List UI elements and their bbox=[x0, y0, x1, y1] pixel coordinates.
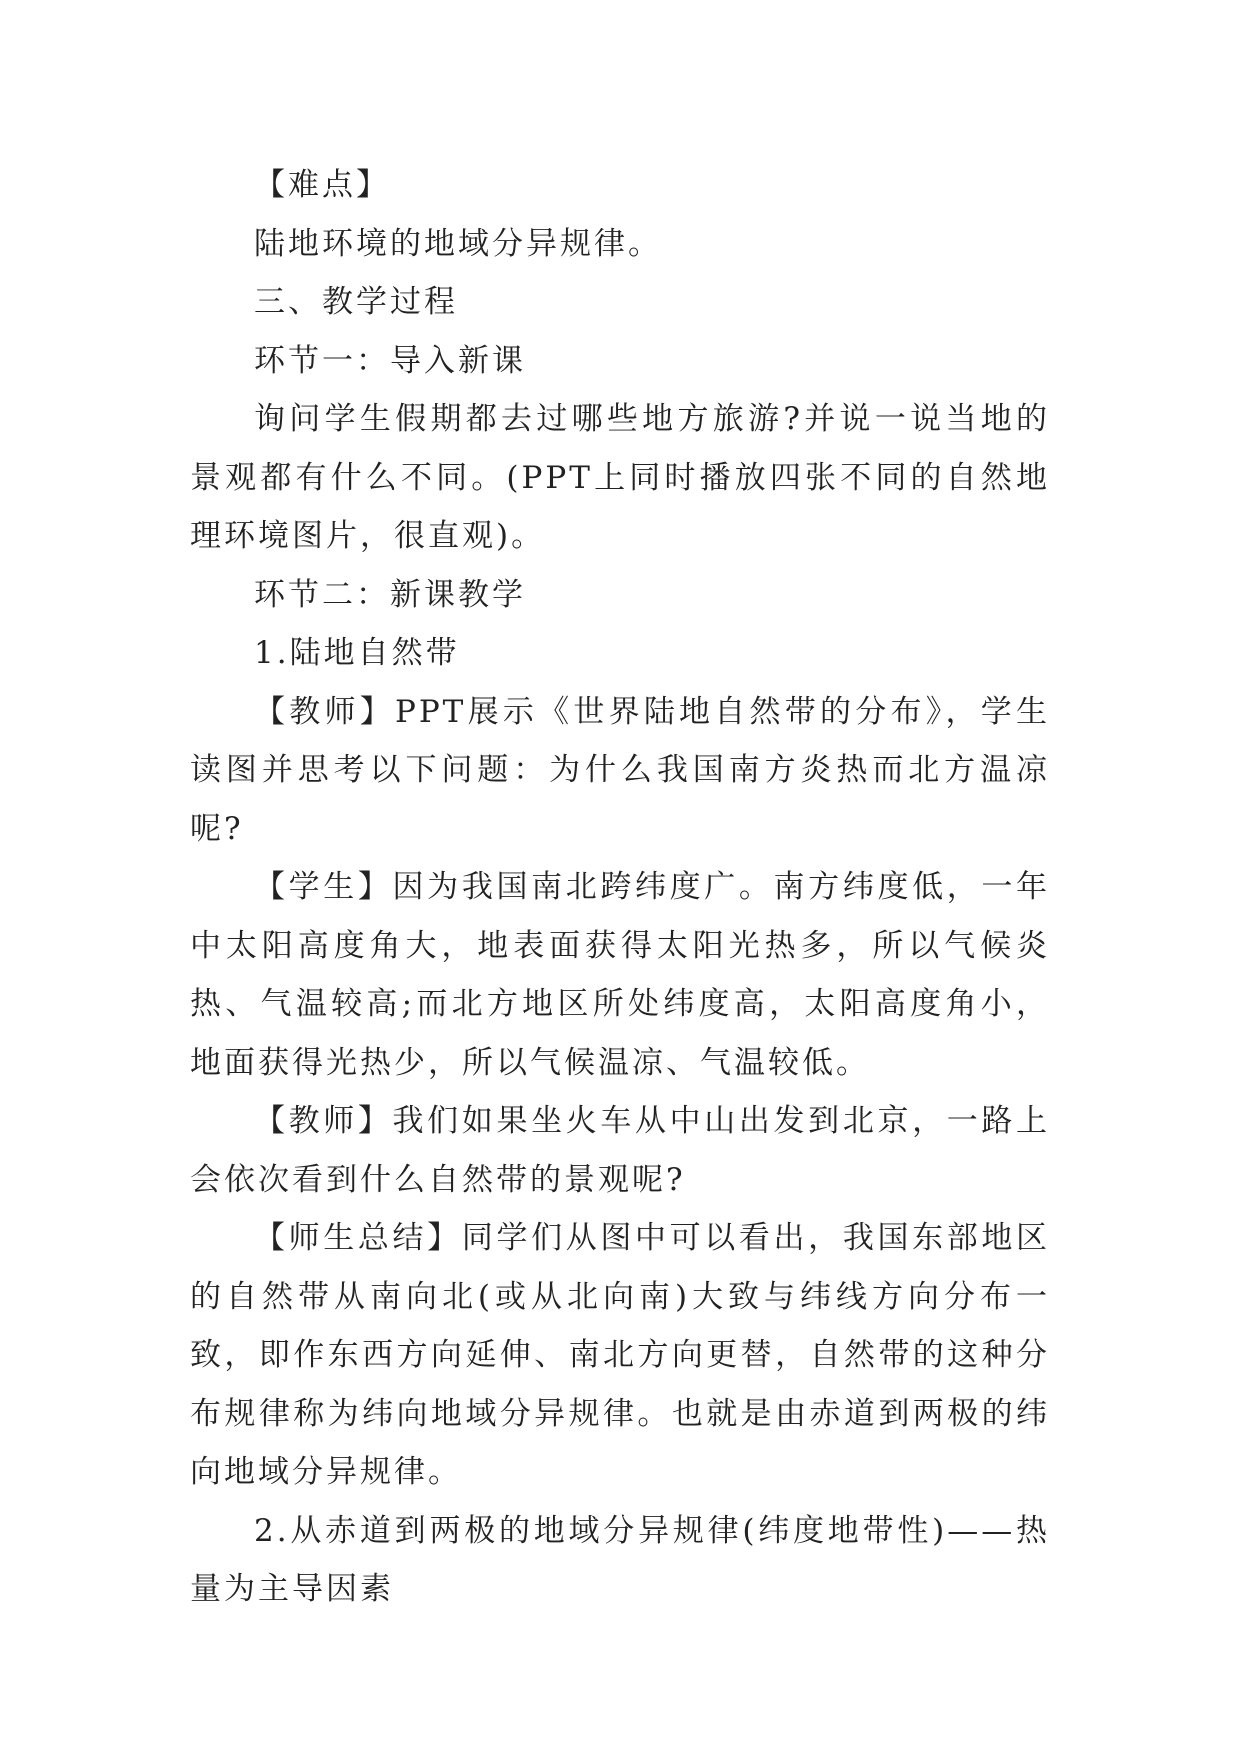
subheading-natural-zones: 1.陆地自然带 bbox=[254, 635, 460, 671]
heading-difficulty: 【难点】 bbox=[254, 167, 390, 203]
section-heading-teaching-process: 三、教学过程 bbox=[254, 284, 458, 320]
step-heading-new-lesson: 环节二：新课教学 bbox=[254, 576, 526, 613]
paragraph-student-answer: 【学生】因为我国南北跨纬度广。南方纬度低，一年中太阳高度角大，地表面获得太阳光热多，所以气候炎热、气温较高;而北方地区所处纬度高，太阳高度角小，地面获得光热少，所以气候温凉、气温较低。 bbox=[190, 869, 1050, 1081]
paragraph-difficulty-text: 陆地环境的地域分异规律。 bbox=[254, 225, 662, 262]
document-body bbox=[190, 156, 1050, 1619]
paragraph-teacher-train-question: 【教师】我们如果坐火车从中山出发到北京，一路上会依次看到什么自然带的景观呢? bbox=[190, 1103, 1050, 1198]
subheading-latitudinal-zonation: 2.从赤道到两极的地域分异规律(纬度地带性)——热量为主导因素 bbox=[190, 1512, 1050, 1607]
step-heading-introduction: 环节一：导入新课 bbox=[254, 342, 526, 379]
paragraph-introduction: 询问学生假期都去过哪些地方旅游?并说一说当地的景观都有什么不同。(PPT上同时播放四张不同的自然地理环境图片，很直观)。 bbox=[190, 401, 1050, 554]
paragraph-teacher-question: 【教师】PPT展示《世界陆地自然带的分布》，学生读图并思考以下问题：为什么我国南方炎热而北方温凉呢? bbox=[190, 693, 1050, 847]
paragraph-summary: 【师生总结】同学们从图中可以看出，我国东部地区的自然带从南向北(或从北向南)大致与纬线方向分布一致，即作东西方向延伸、南北方向更替，自然带的这种分布规律称为纬向地域分异规律。也就是由赤道到两极的纬向地域分异规律。 bbox=[190, 1220, 1050, 1490]
